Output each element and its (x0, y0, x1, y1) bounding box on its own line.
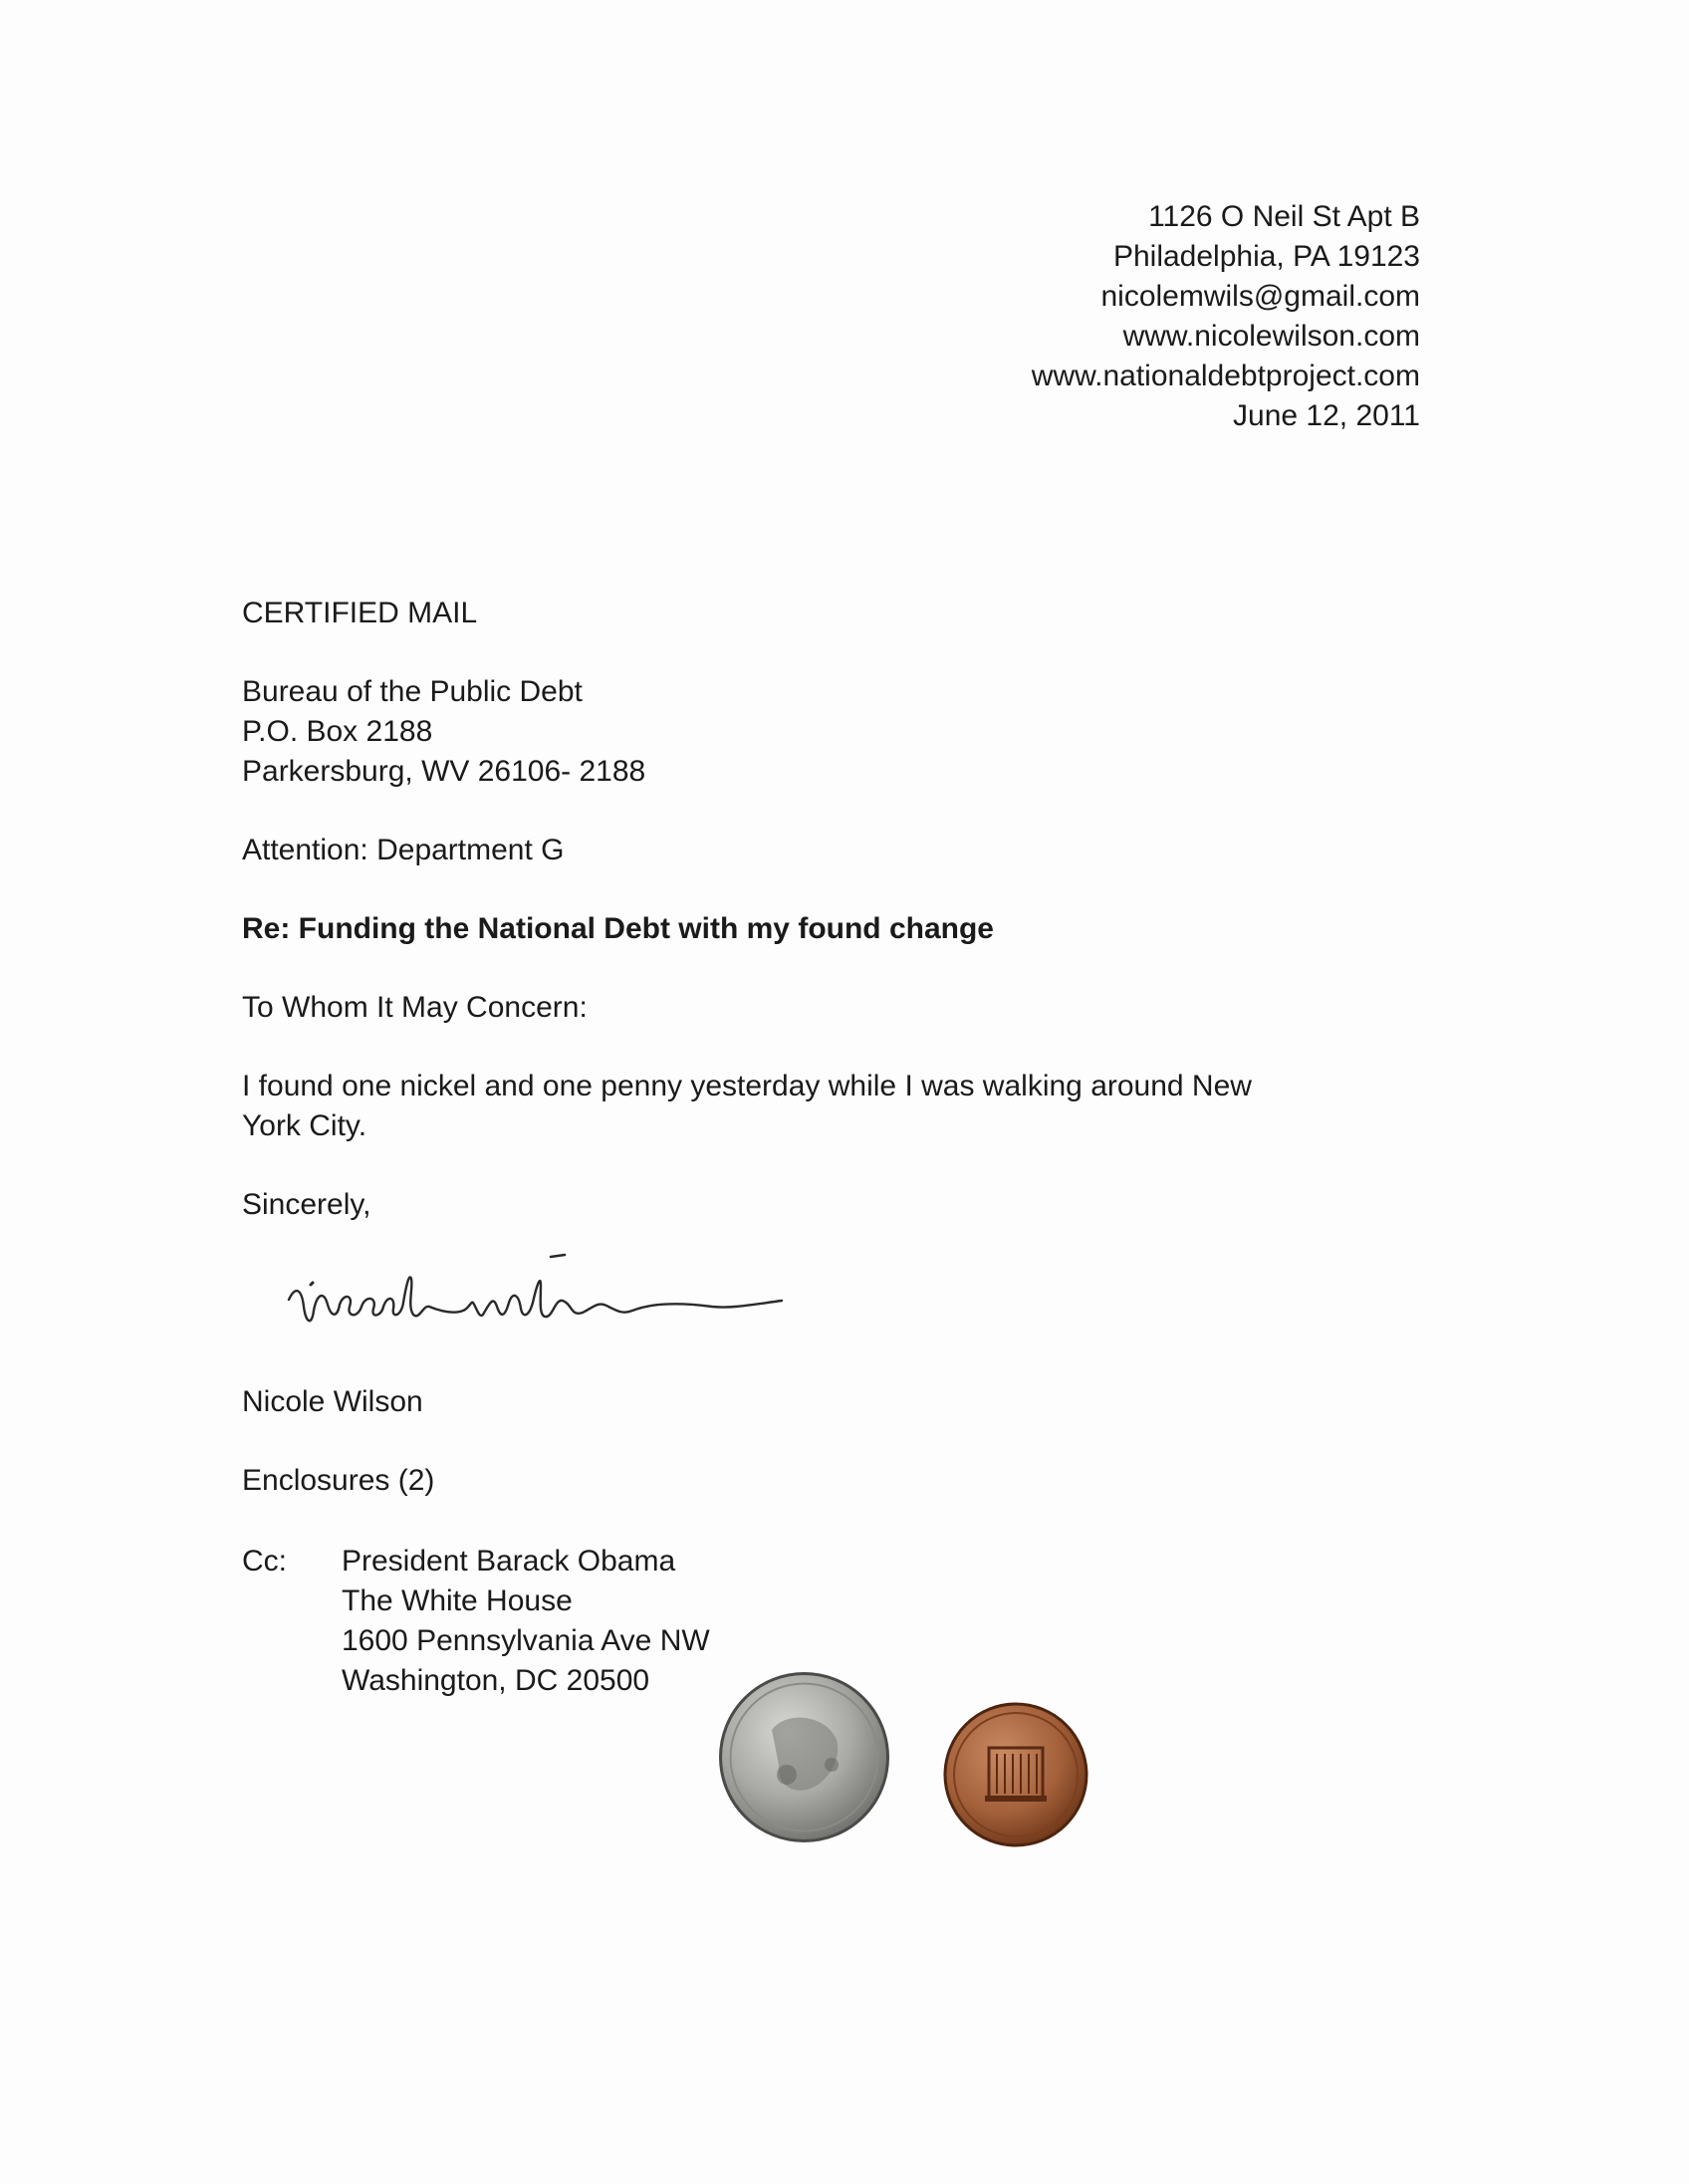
salutation: To Whom It May Concern: (242, 991, 588, 1024)
recipient-city-state-zip: Parkersburg, WV 26106- 2188 (242, 755, 646, 788)
subject-line: Re: Funding the National Debt with my found change (242, 912, 994, 945)
return-city-state-zip: Philadelphia, PA 19123 (1112, 240, 1420, 273)
recipient-po-box: P.O. Box 2188 (242, 715, 433, 748)
return-address (1032, 197, 1420, 436)
return-project-website: www.nationaldebtproject.com (1031, 360, 1420, 392)
signature-icon (284, 1245, 802, 1354)
recipient-name: Bureau of the Public Debt (242, 675, 583, 708)
return-website: www.nicolewilson.com (1122, 320, 1420, 353)
body-text-line-1: I found one nickel and one penny yesterday while I was walking around New (242, 1070, 1252, 1102)
cc-label: Cc: (242, 1545, 287, 1577)
enclosures-line: Enclosures (2) (242, 1464, 435, 1497)
cc-line-organization: The White House (342, 1584, 573, 1617)
penny-coin-icon (941, 1700, 1090, 1854)
body-text-line-2: York City. (242, 1109, 367, 1142)
handwritten-signature (284, 1245, 802, 1359)
cc-recipient-block (342, 1542, 710, 1701)
return-email: nicolemwils@gmail.com (1100, 280, 1420, 313)
signer-name: Nicole Wilson (242, 1385, 423, 1418)
return-street: 1126 O Neil St Apt B (1148, 200, 1420, 233)
cc-line-street: 1600 Pennsylvania Ave NW (342, 1624, 710, 1657)
letter-date: June 12, 2011 (1233, 399, 1420, 432)
cc-line-city: Washington, DC 20500 (342, 1664, 650, 1697)
closing: Sincerely, (242, 1188, 371, 1221)
nickel-coin-icon (717, 1670, 891, 1849)
mail-type: CERTIFIED MAIL (242, 597, 478, 629)
cc-line-name: President Barack Obama (342, 1545, 676, 1577)
attention-line: Attention: Department G (242, 834, 565, 866)
